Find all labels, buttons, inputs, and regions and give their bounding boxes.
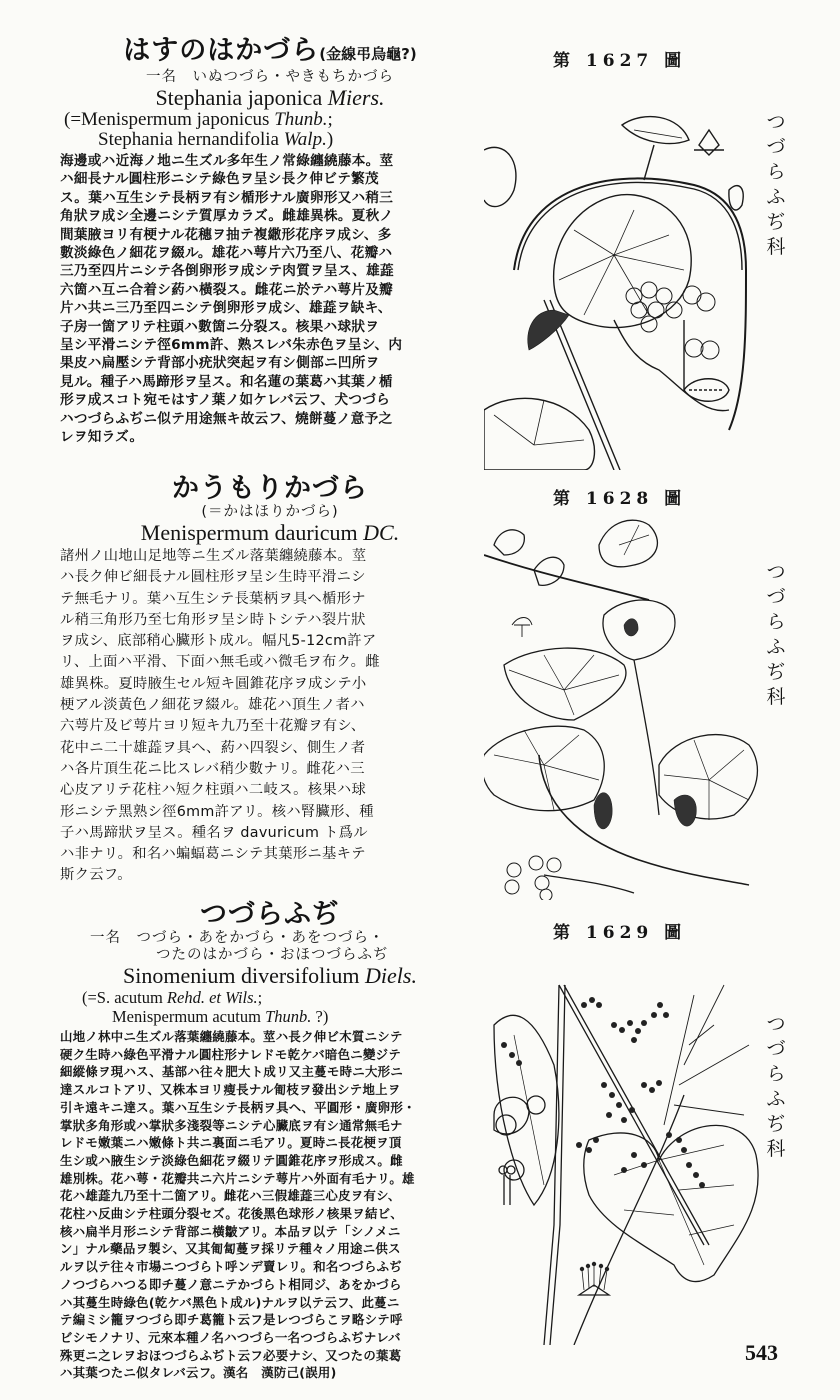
page-number: 543: [745, 1340, 778, 1365]
family-label: [765, 560, 787, 710]
entry-alias: 一名 いぬつづら・やきもちかづら: [146, 69, 394, 85]
entry-title: かうもりかづら: [172, 473, 368, 504]
illustration-stephania-japonica: [484, 70, 764, 470]
synonym-line: (=S. acutum Rehd. et Wils.;: [82, 988, 263, 1007]
entry-body: 諸州ノ山地山足地等ニ生ズル落葉纏繞藤本。莖 ハ長ク伸ビ細長ナル圓柱形ヲ呈シ生時平滑ニシ テ無毛ナリ。葉ハ互生シテ長葉柄ヲ具ヘ楯形ナ ル稍三角形乃至七角形ヲ呈シ時トシテハ裂片狀 ヲ成シ、底部稍心臟形ト成ル。幅凡5-12cm許ア リ、上面ハ平滑、下面ハ無毛或ハ微毛ヲ布ク。雌 雄異株。夏時腋生セル短キ圓錐花序ヲ成シテ小 梗アル淡黃色ノ細花ヲ綴ル。雄花ハ頂生ノ者ハ 六萼片及ビ萼片ヨリ短キ九乃至十花瓣ヲ有シ、 花中ニ二十雄蕋ヲ具ヘ、葯ハ四裂シ、側生ノ者 ハ各片頂生花ニ比スレバ稍少數ナリ。雌花ハ三 心皮アリテ花柱ハ短ク柱頭ハ二岐ス。核果ハ球 形ニシテ黑熟シ徑6mm許アリ。核ハ腎臟形、種 子ハ馬蹄狀ヲ呈ス。種名ヲ davuricum ト爲ル ハ非ナリ。和名ハ蝙蝠葛ニシテ其葉形ニ基キテ 斯ク云フ。: [60, 548, 380, 884]
family-label-text: つ づ ら ふ ぢ 科: [766, 1013, 786, 1160]
entry-title: つづらふぢ: [200, 899, 340, 930]
synonym-line: (=Menispermum japonicus Thunb.;: [64, 109, 333, 130]
family-label-text: つ づ ら ふ ぢ 科: [766, 561, 786, 708]
entry-koumorikazura: [60, 474, 480, 887]
entry-alias: (＝かはほりかづら): [201, 504, 339, 520]
scientific-name: Stephania japonica Miers.: [155, 85, 385, 110]
figure-label-1627: 第 1627 圖: [553, 51, 687, 71]
family-label: [765, 110, 787, 260]
figure-label-1629: 第 1629 圖: [553, 923, 687, 943]
entry-title: [60, 36, 480, 69]
synonym-line: Menispermum acutum Thunb. ?): [112, 1007, 329, 1026]
scientific-name: Sinomenium diversifolium Diels.: [123, 963, 417, 988]
entry-title-kanji: (金線弔烏龜?): [319, 45, 417, 63]
entry-tsuzurafuji: [60, 900, 480, 1382]
illustration-sinomenium-diversifolium: [484, 945, 764, 1345]
entry-body: 海邊或ハ近海ノ地ニ生ズル多年生ノ常綠纏繞藤本。莖 ハ細長ナル圓柱形ニシテ綠色ヲ呈シ長ク伸ビテ繁茂 ス。葉ハ互生シテ長柄ヲ有シ楯形ナル廣卵形又ハ稍三 角狀ヲ成シ全邊ニシテ質厚カラズ。雌雄異株。夏秋ノ 間葉腋ヨリ有梗ナル花穗ヲ抽テ複繖形花序ヲ成シ、多 數淡綠色ノ細花ヲ綴ル。雄花ハ萼片六乃至八、花瓣ハ 三乃至四片ニシテ各倒卵形ヲ成シテ肉質ヲ呈ス、雄蕋 六箇ハ互ニ合着シ葯ハ橫裂ス。雌花ニ於テハ萼片及瓣 片ハ共ニ三乃至四ニシテ倒卵形ヲ成シ、雄蕋ヲ缺キ、 子房一箇アリテ柱頭ハ數箇ニ分裂ス。核果ハ球狀ヲ 呈シ平滑ニシテ徑6mm許、熟スレバ朱赤色ヲ呈シ、内 果皮ハ扁壓シテ背部小疣狀突起ヲ有シ側部ニ凹所ヲ 見ル。種子ハ馬蹄形ヲ呈ス。和名蓮の葉葛ハ其葉ノ楯 形ヲ成スコト宛モはすノ葉ノ如ケレバ云フ、犬つづら ハつづらふぢニ似テ用途無キ故云フ、燒餅蔓ノ意予之 レヲ知ラズ。: [60, 153, 403, 446]
entry-alias: つたのはかづら・おほつづらふぢ: [156, 947, 389, 963]
entry-body: 山地ノ林中ニ生ズル落葉纏繞藤本。莖ハ長ク伸ビ木質ニシテ 硬ク生時ハ綠色平滑ナル圓柱形ナレドモ乾ケバ暗色ニ變ジテ 細縱條ヲ現ハス、基部ハ往々肥大ト成リ又主蔓モ時ニ大形ニ 達スルコトアリ、又株本ヨリ瘦長ナル匍枝ヲ發出シテ地上ヲ 引キ遠キニ達ス。葉ハ互生シテ長柄ヲ具ヘ、平圓形・廣卵形・ 掌狀多角形或ハ掌狀多淺裂等ニシテ心臟底ヲ有シ通常無毛ナ レドモ嫩葉ニハ嫩條ト共ニ裏面ニ毛アリ。夏時ニ長花梗ヲ頂 生シ或ハ腋生シテ淡綠色細花ヲ綴リテ圓錐花序ヲ形成ス。雌 雄別株。花ハ萼・花瓣共ニ六片ニシテ萼片ハ外面有毛ナリ。雄 花ハ雄蕋九乃至十二箇アリ。雌花ハ三假雄蕋三心皮ヲ有シ、 花柱ハ反曲シテ柱頭分裂セズ。花後黑色球形ノ核果ヲ結ビ、 核ハ扁半月形ニシテ背部ニ橫皺アリ。本品ヲ以テ「シノメニ ン」ナル藥品ヲ製シ、又其匍匐蔓ヲ採リテ種々ノ用途ニ供ス ルヲ以テ往々市場ニつづらト呼ンデ賣レリ。和名つづらふぢ ノつづらハつる即チ蔓ノ意ニテかづらト相同ジ、あをかづら ハ其蔓生時綠色(乾ケバ黑色ト成ル)ナルヲ以テ云フ、此蔓ニ テ編ミシ籠ヲつづら即チ葛籠ト云フ是レつづらこヲ略シテ呼 ビシモノナリ、元來本種ノ名ハつづら一名つづらふぢナレバ 殊更ニ之レヲおほつづらふぢト云フ必要ナシ、又つたの葉葛 ハ其葉つたニ似タレバ云フ。漢名 漢防己(誤用): [60, 1029, 416, 1381]
entry-alias: 一名 つづら・あをかづら・あをつづら・: [90, 930, 385, 946]
illustration-menispermum-dauricum: [484, 515, 764, 900]
family-label-text: つ づ ら ふ ぢ 科: [766, 111, 786, 258]
entry-title-kana: はすのはかづら: [123, 35, 320, 66]
family-label: [765, 1012, 787, 1162]
scientific-name: Menispermum dauricum DC.: [140, 520, 400, 545]
figure-label-1628: 第 1628 圖: [553, 489, 687, 509]
synonym-line: Stephania hernandifolia Walp.): [98, 129, 334, 150]
entry-hasunohakazura: [60, 36, 480, 447]
